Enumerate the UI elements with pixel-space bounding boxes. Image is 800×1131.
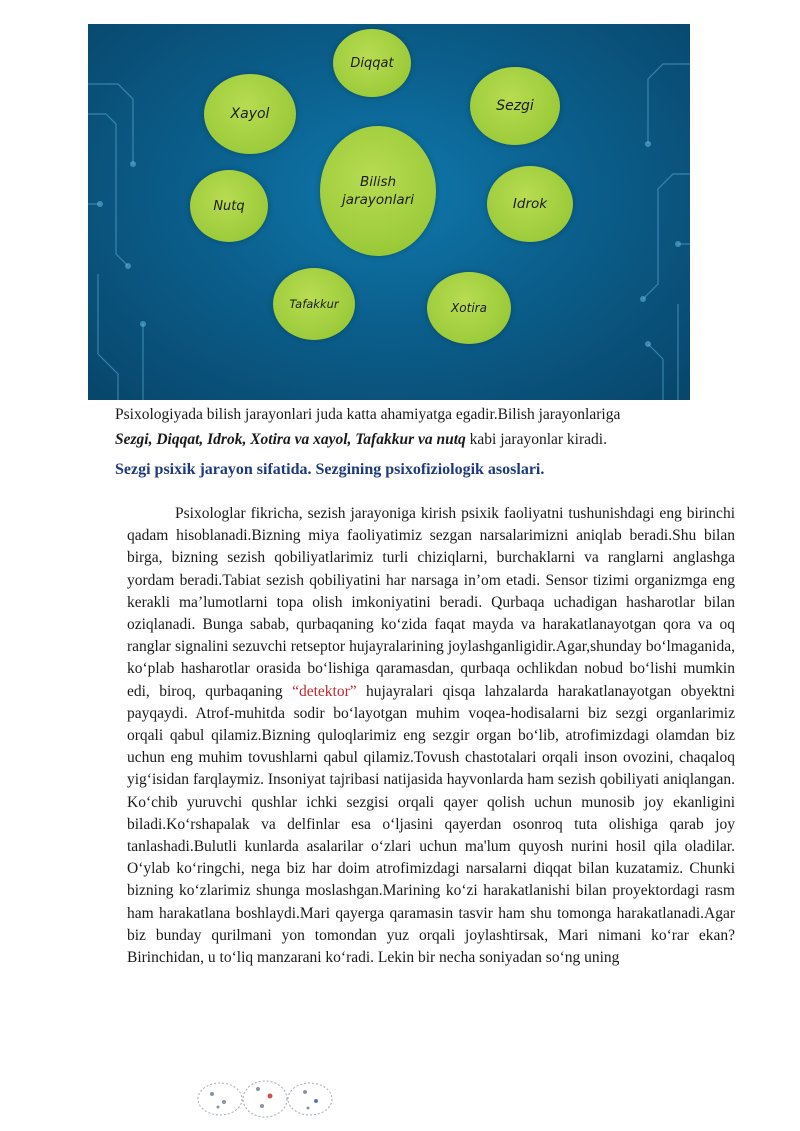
node-nutq: Nutq — [190, 170, 268, 242]
node-center-bilish-jarayonlari: Bilish jarayonlari — [320, 126, 436, 256]
caption-emphasis: Sezgi, Diqqat, Idrok, Xotira va xayol, Tafakkur va nutq — [115, 431, 466, 448]
node-sezgi: Sezgi — [470, 67, 560, 145]
publisher-logo — [190, 1074, 340, 1124]
node-xotira: Xotira — [427, 272, 511, 344]
node-idrok: Idrok — [487, 166, 573, 242]
node-xayol: Xayol — [204, 74, 296, 154]
diagram-caption: Psixologiyada bilish jarayonlari juda katta ahamiyatga egadir.Bilish jarayonlariga Sezgi, Diqqat, Idrok, Xotira va xayol, Tafakkur va nutq kabi jarayonlar kiradi. — [115, 406, 621, 448]
section-heading: Sezgi psixik jarayon sifatida. Sezgining psixofiziologik asoslari. — [115, 461, 545, 478]
node-diqqat: Diqqat — [333, 29, 411, 97]
highlight-detektor: “detektor” — [292, 682, 357, 700]
body-paragraph: Psixologlar fikricha, sezish jarayoniga kirish psixik faoliyatni tushunishdagi eng birinchi qadam hisoblanadi.Bizning miya faoliyatimiz sezgan narsalarimizni aniqlab beradi.Shu bilan birga, bizning sezish qobiliyatlarimiz turli chiziqlarni, burchaklarni va ranglarni anglashga yordam beradi.Tabiat sezish qobiliyatini har narsaga in’om etadi. Sensor tizimi organizmga eng kerakli ma’lumotlarni topa olish imkoniyatini beradi. Qurbaqa uchadigan hasharotlar bilan oziqlanadi. Bunga sabab, qurbaqaning ko‘zida faqat mayda va harakatlanayotgan qora va oq ranglar signalini sezuvchi retseptor hujayralarining joylashganligidir.Agar,shunday bo‘lmaganida, ko‘plab hasharotlar orasida bo‘lishiga qaramasdan, qurbaqa ochlikdan nobud bo‘lishi mumkin edi, biroq, qurbaqaning “detektor” hujayralari qisqa lahzalarda harakatlanayotgan obyektni payqaydi. Atrof-muhitda sodir bo‘layotgan muhim voqea-hodisalarni biz sezgi organlarimiz orqali qabul qilamiz.Bizning quloqlarimiz eng sezgir organ bo‘lib, atrofimizdagi olamdan biz uchun eng muhim tovushlarni qabul qilamiz.Tovush chastotalari orqali inson ovozini, chaqaloq yig‘isidan farqlaymiz. Insoniyat tajribasi natijasida hayvonlarda ham sezish qobiliyati aniqlangan. Ko‘chib yuruvchi qushlar ichki sezgisi orqali qayer qolish uchun munosib joy ekanligini biladi.Ko‘rshapalak va delfinlar esa o‘ljasini qayerdan osonroq tuta olishiga qarab joy tanlashadi.Bulutli kunlarda asalarilar o‘zlari uchun ma'lum quyosh nurini hosil qila oladilar. O‘ylab ko‘ringchi, nega biz har doim atrofimizdagi narsalarni diqqat bilan kuzatamiz. Chunki bizning ko‘zlarimiz shunga moslashgan.Marining ko‘zi harakatlanishi bilan proyektordagi rasm ham harakatlana boshlaydi.Mari qayerga qaramasin tasvir ham shu tomonga harakatlanadi.Agar biz bunday qurilmani yon tomondan yuz orqali joylashtirsak, Mari nimani ko‘rar ekan? Birinchidan, u to‘liq manzarani ko‘radi. Lekin bir necha soniyadan so‘ng uning — [127, 505, 735, 967]
bilish-jarayonlari-diagram — [88, 24, 690, 400]
node-tafakkur: Tafakkur — [273, 268, 355, 340]
